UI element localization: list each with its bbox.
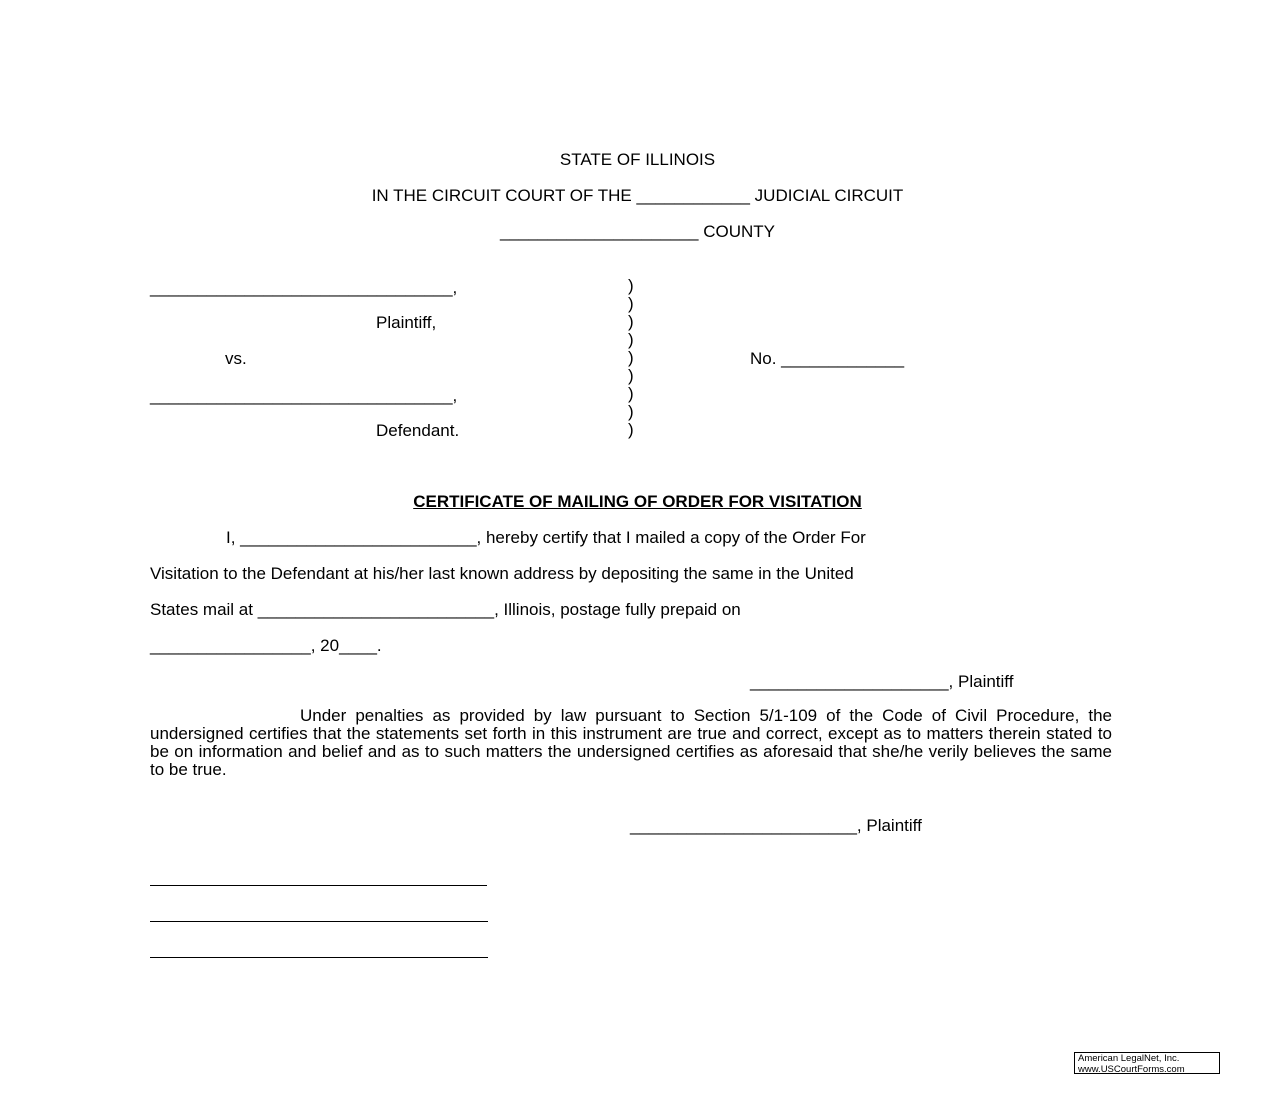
address-blank-line xyxy=(150,921,488,922)
plaintiff-label: Plaintiff, xyxy=(376,313,437,332)
caption-bracket-paren: ) xyxy=(628,366,634,385)
publisher-website: www.USCourtForms.com xyxy=(1078,1063,1185,1075)
plaintiff-name-blank: ________________________________, xyxy=(150,278,458,297)
case-number: No. _____________ xyxy=(750,349,905,368)
caption-circuit: IN THE CIRCUIT COURT OF THE ____________ JUDICIAL CIRCUIT xyxy=(371,186,904,205)
certification-date-line: _________________, 20____. xyxy=(150,636,382,655)
certification-line-2: Visitation to the Defendant at his/her last known address by depositing the same in the United xyxy=(150,564,854,583)
caption-bracket-paren: ) xyxy=(628,384,634,403)
address-blank-line xyxy=(150,957,488,958)
publisher-footer-box xyxy=(1074,1052,1220,1074)
caption-state: STATE OF ILLINOIS xyxy=(559,150,716,169)
caption-bracket-paren: ) xyxy=(628,330,634,349)
verification-text: Under penalties as provided by law pursuant to Section 5/1-109 of the Code of Civil Procedure, the undersigned certifies that the statements set forth in this instrument are true and correct, except as to matters therein stated to be on information and belief and as to such matters the undersigned certifies as aforesaid that she/he verily believes the same to be true. xyxy=(150,706,1112,779)
caption-bracket-paren: ) xyxy=(628,312,634,331)
caption-bracket-paren: ) xyxy=(628,276,634,295)
certification-line-3: States mail at _________________________, Illinois, postage fully prepaid on xyxy=(150,600,741,619)
caption-county: _____________________ COUNTY xyxy=(499,222,776,241)
caption-bracket-paren: ) xyxy=(628,402,634,421)
caption-bracket-paren: ) xyxy=(628,420,634,439)
certification-line-1: I, _________________________, hereby certify that I mailed a copy of the Order For xyxy=(226,528,866,547)
plaintiff-signature-line-2: ________________________, Plaintiff xyxy=(630,816,922,835)
defendant-name-blank: ________________________________, xyxy=(150,386,458,405)
caption-bracket-paren: ) xyxy=(628,348,634,367)
publisher-name: American LegalNet, Inc. xyxy=(1078,1053,1180,1064)
defendant-label: Defendant. xyxy=(376,421,460,440)
address-blank-line xyxy=(150,885,487,886)
caption-bracket-paren: ) xyxy=(628,294,634,313)
document-title: CERTIFICATE OF MAILING OF ORDER FOR VISITATION xyxy=(413,492,862,511)
verification-paragraph xyxy=(150,707,1112,779)
versus-label: vs. xyxy=(225,349,247,368)
plaintiff-signature-line-1: _____________________, Plaintiff xyxy=(750,672,1014,691)
